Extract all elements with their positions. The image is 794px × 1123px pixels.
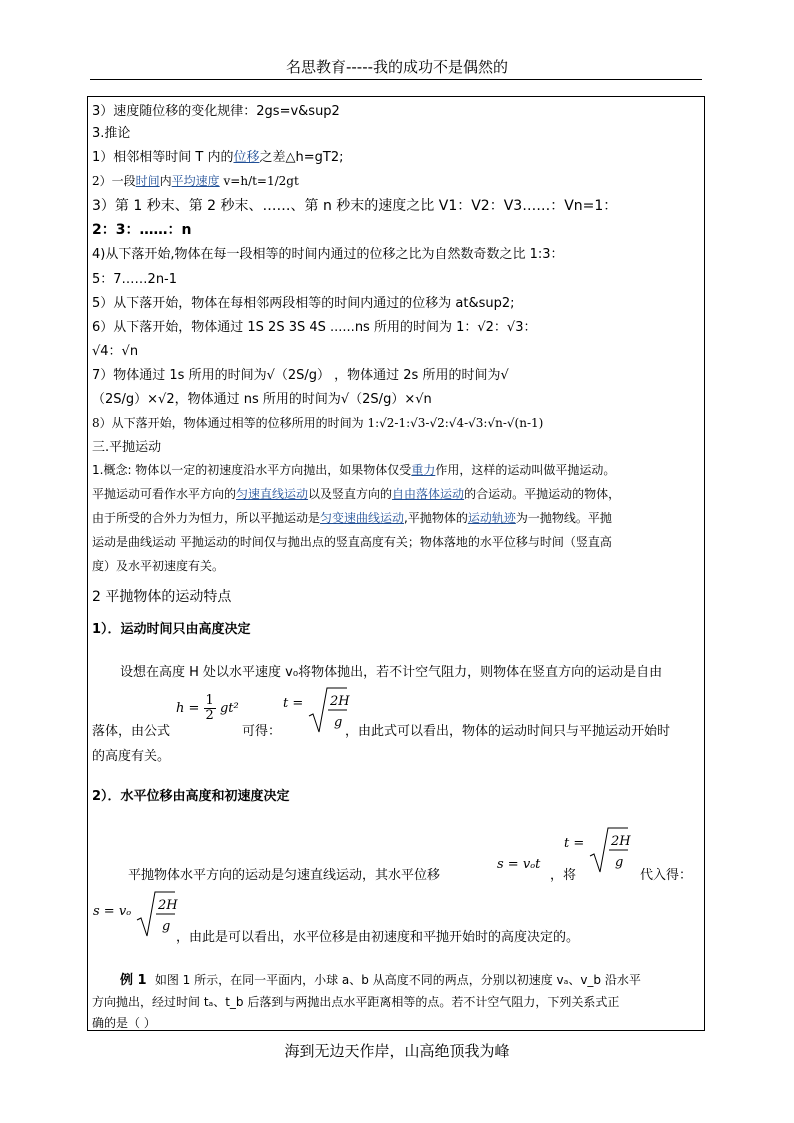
inference-1: 1）相邻相等时间 T 内的位移之差△h=gT2;	[92, 150, 344, 165]
example-1-line-3: 确的是（ ）	[92, 1016, 156, 1030]
inference-2: 2）一段时间内平均速度 v=h/t=1/2gt	[92, 174, 299, 188]
link-average-velocity[interactable]: 平均速度	[171, 174, 220, 188]
para-displacement-conclusion: ，由此是可以看出，水平位移是由初速度和平抛开始时的高度决定的。	[176, 930, 580, 945]
para-obtain: 可得：	[242, 724, 282, 739]
example-1-line-2: 方向抛出，经过时间 tₐ、t_b 后落到与两抛出点水平距离相等的点。若不计空气阻力，下列关系式正	[92, 995, 620, 1009]
concept-line-5: 度）及水平初速度有关。	[92, 559, 225, 573]
formula-height: h = $\frac{1}{2}$ gt²	[176, 693, 239, 723]
inference-4-cont: 5：7……2n-1	[92, 272, 178, 287]
section-2-heading: 2 平抛物体的运动特点	[92, 589, 232, 605]
sqrt-denominator: g	[334, 715, 343, 730]
header-divider	[90, 79, 702, 80]
sqrt-denominator: g	[162, 919, 171, 934]
inference-3: 3）第 1 秒末、第 2 秒末、……、第 n 秒末的速度之比 V1：V2：V3……：Vn=1：	[92, 198, 618, 214]
link-uniformly-variable-curve[interactable]: 匀变速曲线运动	[320, 511, 405, 525]
subsection-displacement: 2）．水平位移由高度和初速度决定	[92, 789, 290, 804]
link-time[interactable]: 时间	[135, 174, 160, 188]
formula-time: t = 2H g	[283, 686, 347, 734]
inference-6-cont: √4：√n	[92, 344, 139, 359]
inference-7-cont: （2S/g）×√2，物体通过 ns 所用的时间为√（2S/g）×√n	[92, 392, 432, 407]
para-free-fall: 设想在高度 H 处以水平速度 v₀将物体抛出，若不计空气阻力，则物体在竖直方向的运动是自由	[120, 665, 663, 680]
link-gravity[interactable]: 重力	[411, 463, 436, 477]
link-trajectory[interactable]: 运动轨迹	[467, 511, 516, 525]
section-projectile-heading: 三.平抛运动	[92, 440, 162, 455]
sqrt-numerator: 2H	[158, 898, 178, 913]
sqrt-radical-icon	[307, 686, 350, 734]
para-substitute-get: 代入得：	[640, 868, 693, 883]
para-formula-conclusion: ，由此式可以看出，物体的运动时间只与平抛运动开始时	[345, 724, 671, 739]
link-uniform-linear-motion[interactable]: 匀速直线运动	[236, 487, 309, 501]
inference-4: 4)从下落开始,物体在每一段相等的时间内通过的位移之比为自然数奇数之比 1:3：	[92, 247, 564, 262]
inference-7: 7）物体通过 1s 所用的时间为√（2S/g） ，物体通过 2s 所用的时间为√	[92, 368, 509, 383]
sqrt-radical-icon	[588, 826, 631, 874]
inference-8: 8）从下落开始，物体通过相等的位移所用的时间为 1:√2-1:√3-√2:√4-√3:√n-√(n-1)	[92, 416, 544, 430]
page-footer: 海到无边天作岸，山高绝顶我为峰	[284, 1042, 510, 1060]
formula-s-vt: s = vₒt	[497, 857, 541, 872]
sqrt-numerator: 2H	[611, 834, 631, 849]
page-header: 名思教育-----我的成功不是偶然的	[285, 58, 509, 76]
concept-line-4: 运动是曲线运动 平抛运动的时间仅与抛出点的竖直高度有关；物体落地的水平位移与时间（竖直高	[92, 535, 612, 549]
example-label: 例 1	[120, 973, 147, 988]
para-substitute: ，将	[550, 868, 577, 883]
para-horizontal-motion: 平抛物体水平方向的运动是匀速直线运动，其水平位移	[128, 868, 441, 883]
formula-s-result: s = vₒ 2H g	[93, 890, 175, 938]
concept-line-2: 平抛运动可看作水平方向的匀速直线运动以及竖直方向的自由落体运动的合运动。平抛运动的物体，	[92, 487, 621, 501]
formula-time-2: t = 2H g	[564, 826, 628, 874]
example-1-line-1: 例 1 如图 1 所示，在同一平面内，小球 a、b 从高度不同的两点，分别以初速度 vₐ、v_b 沿水平	[120, 973, 641, 988]
inference-6: 6）从下落开始，物体通过 1S 2S 3S 4S ......ns 所用的时间为 1：√2：√3：	[92, 320, 537, 335]
link-displacement[interactable]: 位移	[233, 150, 260, 165]
sqrt-denominator: g	[615, 855, 624, 870]
inference-5: 5）从下落开始，物体在每相邻两段相等的时间内通过的位移为 at&sup2;	[92, 296, 515, 311]
heading-inferences: 3.推论	[92, 126, 131, 141]
inference-3-cont: 2：3：……：n	[92, 222, 192, 238]
para-formula-lead: 落体，由公式	[92, 724, 171, 739]
concept-line-1: 1.概念: 物体以一定的初速度沿水平方向抛出，如果物体仅受重力作用，这样的运动叫做平抛运动。	[92, 463, 616, 477]
fraction-half: $\frac{1}{2}$	[205, 693, 214, 723]
subsection-time-by-height: 1）．运动时间只由高度决定	[92, 622, 251, 637]
link-free-fall[interactable]: 自由落体运动	[392, 487, 465, 501]
sqrt-numerator: 2H	[330, 694, 350, 709]
line-velocity-displacement: 3）速度随位移的变化规律：2gs=v&sup2	[92, 104, 340, 119]
concept-line-3: 由于所受的合外力为恒力，所以平抛运动是匀变速曲线运动,平抛物体的运动轨迹为一抛物线。平抛	[92, 511, 612, 525]
para-height-related: 的高度有关。	[92, 749, 171, 764]
